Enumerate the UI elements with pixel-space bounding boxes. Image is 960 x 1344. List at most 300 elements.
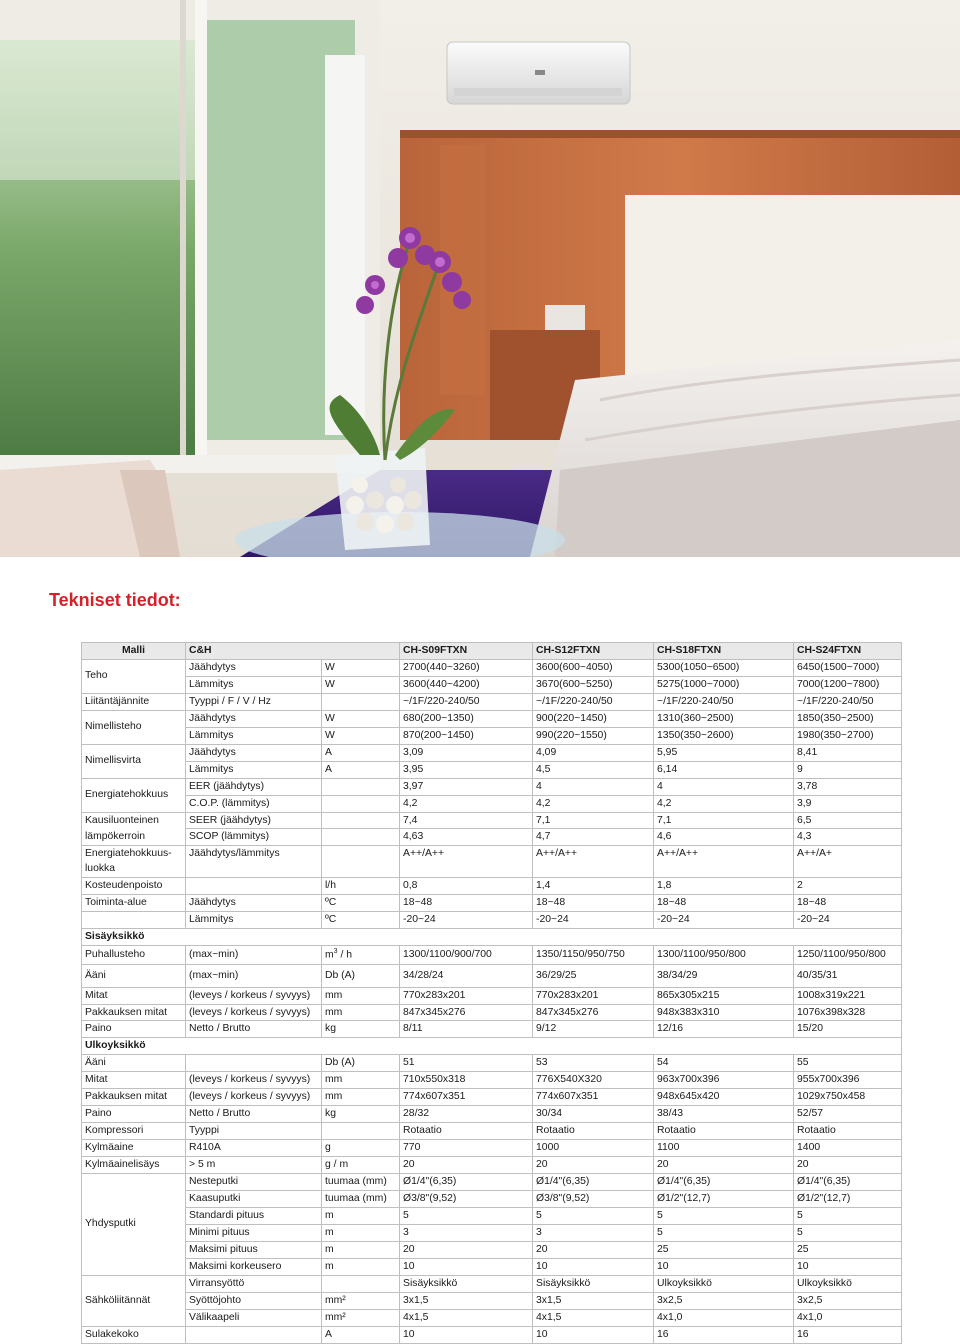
sub-label: (max~min): [186, 946, 322, 964]
value-cell: 0,8: [400, 878, 533, 895]
unit-cell: [322, 812, 400, 829]
section-title-outdoor: Ulkoyksikkö: [82, 1038, 902, 1055]
unit-cell: kg: [322, 1106, 400, 1123]
row-label: Energiatehokkuus: [82, 778, 186, 812]
row-label: [82, 846, 186, 878]
sub-label: Lämmitys: [186, 761, 322, 778]
sub-label: Standardi pituus: [186, 1207, 322, 1224]
unit-cell: mm²: [322, 1309, 400, 1326]
unit-cell: A: [322, 761, 400, 778]
unit-cell: A: [322, 1326, 400, 1343]
value-cell: A++/A++: [533, 846, 654, 878]
value-cell: A++/A++: [400, 846, 533, 878]
row-label: [82, 812, 186, 846]
table-row: [82, 895, 902, 912]
value-cell: 1850(350~2500): [794, 710, 902, 727]
unit-cell: W: [322, 676, 400, 693]
value-cell: 3x2,5: [794, 1292, 902, 1309]
value-cell: 20: [533, 1241, 654, 1258]
unit-cell: W: [322, 710, 400, 727]
value-cell: Rotaatio: [533, 1123, 654, 1140]
value-cell: 5: [794, 1207, 902, 1224]
value-cell: 3x1,5: [533, 1292, 654, 1309]
table-row: [82, 1055, 902, 1072]
sub-label: Virransyöttö: [186, 1275, 322, 1292]
value-cell: Ø1/4"(6,35): [533, 1174, 654, 1191]
value-cell: 20: [794, 1157, 902, 1174]
value-cell: 9: [794, 761, 902, 778]
value-cell: Ulkoyksikkö: [794, 1275, 902, 1292]
value-cell: 4,2: [400, 795, 533, 812]
sub-label: Netto / Brutto: [186, 1021, 322, 1038]
value-cell: 4x1,0: [654, 1309, 794, 1326]
value-cell: 20: [400, 1157, 533, 1174]
value-cell: 16: [654, 1326, 794, 1343]
sub-label: Jäähdytys: [186, 744, 322, 761]
value-cell: 7,4: [400, 812, 533, 829]
value-cell: 3,78: [794, 778, 902, 795]
value-cell: 15/20: [794, 1021, 902, 1038]
value-cell: 1076x398x328: [794, 1004, 902, 1021]
table-row: [82, 1326, 902, 1343]
value-cell: 4x1,0: [794, 1309, 902, 1326]
sub-label: Lämmitys: [186, 912, 322, 929]
value-cell: 990(220~1550): [533, 727, 654, 744]
sub-label: [186, 1055, 322, 1072]
table-row: [82, 987, 902, 1004]
value-cell: 18~48: [794, 895, 902, 912]
value-cell: Rotaatio: [400, 1123, 533, 1140]
value-cell: Ulkoyksikkö: [654, 1275, 794, 1292]
value-cell: 10: [533, 1258, 654, 1275]
value-cell: 847x345x276: [400, 1004, 533, 1021]
value-cell: ~/1F/220-240/50: [654, 693, 794, 710]
value-cell: 38/43: [654, 1106, 794, 1123]
value-cell: 5: [654, 1224, 794, 1241]
value-cell: 3600(440~4200): [400, 676, 533, 693]
value-cell: 9/12: [533, 1021, 654, 1038]
value-cell: 53: [533, 1055, 654, 1072]
value-cell: 4,7: [533, 829, 654, 846]
table-row: [82, 659, 902, 676]
section-row-outdoor: [82, 1038, 902, 1055]
row-label: Toiminta-alue: [82, 895, 186, 912]
table-row: [82, 761, 902, 778]
value-cell: 30/34: [533, 1106, 654, 1123]
table-row: [82, 676, 902, 693]
row-label: Kylmäainelisäys: [82, 1157, 186, 1174]
value-cell: 948x645x420: [654, 1089, 794, 1106]
value-cell: 8,41: [794, 744, 902, 761]
unit-cell: m: [322, 1207, 400, 1224]
value-cell: 4,6: [654, 829, 794, 846]
value-cell: Rotaatio: [794, 1123, 902, 1140]
value-cell: ~/1F/220-240/50: [533, 693, 654, 710]
section-title: Tekniset tiedot:: [49, 590, 181, 610]
sub-label: SEER (jäähdytys): [186, 812, 322, 829]
row-label: Ääni: [82, 964, 186, 987]
value-cell: 4: [654, 778, 794, 795]
sub-label: C.O.P. (lämmitys): [186, 795, 322, 812]
table-row: [82, 693, 902, 710]
sub-label: Lämmitys: [186, 727, 322, 744]
sub-label: (max~min): [186, 964, 322, 987]
unit-cell: [322, 693, 400, 710]
unit-cell: l/h: [322, 878, 400, 895]
value-cell: 770x283x201: [400, 987, 533, 1004]
value-cell: 710x550x318: [400, 1072, 533, 1089]
value-cell: 4,5: [533, 761, 654, 778]
table-row: [82, 1174, 902, 1191]
sub-label: Netto / Brutto: [186, 1106, 322, 1123]
value-cell: 54: [654, 1055, 794, 1072]
value-cell: A++/A++: [654, 846, 794, 878]
sub-label: [186, 878, 322, 895]
value-cell: Ø1/4"(6,35): [654, 1174, 794, 1191]
table-row: [82, 1140, 902, 1157]
value-cell: 5300(1050~6500): [654, 659, 794, 676]
value-cell: 1350/1150/950/750: [533, 946, 654, 964]
unit-cell: g: [322, 1140, 400, 1157]
table-row: [82, 1275, 902, 1292]
value-cell: 1,8: [654, 878, 794, 895]
value-cell: 12/16: [654, 1021, 794, 1038]
value-cell: 7,1: [533, 812, 654, 829]
value-cell: 20: [533, 1157, 654, 1174]
row-label: Kylmäaine: [82, 1140, 186, 1157]
sub-label: Tyyppi: [186, 1123, 322, 1140]
value-cell: 1029x750x458: [794, 1089, 902, 1106]
unit-cell: W: [322, 659, 400, 676]
value-cell: 870(200~1450): [400, 727, 533, 744]
row-label: Nimellisvirta: [82, 744, 186, 778]
value-cell: 18~48: [654, 895, 794, 912]
row-label: Mitat: [82, 987, 186, 1004]
unit-cell: [322, 946, 400, 964]
value-cell: 6,5: [794, 812, 902, 829]
table-row: [82, 744, 902, 761]
table-row: [82, 1004, 902, 1021]
value-cell: 3: [533, 1224, 654, 1241]
value-cell: 4x1,5: [533, 1309, 654, 1326]
table-row: [82, 710, 902, 727]
row-label: Paino: [82, 1021, 186, 1038]
sub-label: > 5 m: [186, 1157, 322, 1174]
row-label: Mitat: [82, 1072, 186, 1089]
unit-cell: mm: [322, 1072, 400, 1089]
value-cell: 5,95: [654, 744, 794, 761]
sub-label: Jäähdytys: [186, 710, 322, 727]
sub-label: Syöttöjohto: [186, 1292, 322, 1309]
sub-label: Lämmitys: [186, 676, 322, 693]
unit-cell: ºC: [322, 895, 400, 912]
value-cell: 10: [400, 1258, 533, 1275]
row-label: Kosteudenpoisto: [82, 878, 186, 895]
value-cell: 963x700x396: [654, 1072, 794, 1089]
value-cell: 1250/1100/950/800: [794, 946, 902, 964]
value-cell: 10: [794, 1258, 902, 1275]
value-cell: ~/1F/220-240/50: [794, 693, 902, 710]
value-cell: 4,63: [400, 829, 533, 846]
sub-label: (leveys / korkeus / syvyys): [186, 987, 322, 1004]
value-cell: 3600(600~4050): [533, 659, 654, 676]
unit-cell: kg: [322, 1021, 400, 1038]
value-cell: Ø3/8"(9,52): [533, 1191, 654, 1208]
row-label-line: Energiatehokkuus-: [85, 848, 172, 860]
unit-rest: / h: [337, 949, 353, 961]
value-cell: 52/57: [794, 1106, 902, 1123]
header-label: Malli: [82, 643, 186, 660]
sub-label: Jäähdytys: [186, 659, 322, 676]
unit-cell: A: [322, 744, 400, 761]
value-cell: 10: [400, 1326, 533, 1343]
unit-cell: Db (A): [322, 964, 400, 987]
value-cell: -20~24: [533, 912, 654, 929]
value-cell: 55: [794, 1055, 902, 1072]
unit-cell: m: [322, 1258, 400, 1275]
value-cell: 774x607x351: [400, 1089, 533, 1106]
sub-label: [186, 1326, 322, 1343]
value-cell: 1310(360~2500): [654, 710, 794, 727]
value-cell: 2700(440~3260): [400, 659, 533, 676]
value-cell: 3,97: [400, 778, 533, 795]
value-cell: 10: [654, 1258, 794, 1275]
value-cell: 5: [794, 1224, 902, 1241]
value-cell: 1,4: [533, 878, 654, 895]
value-cell: 18~48: [400, 895, 533, 912]
value-cell: 6450(1500~7000): [794, 659, 902, 676]
value-cell: 3: [400, 1224, 533, 1241]
sub-label: (leveys / korkeus / syvyys): [186, 1089, 322, 1106]
value-cell: 1100: [654, 1140, 794, 1157]
unit-cell: [322, 1275, 400, 1292]
unit-cell: mm: [322, 1004, 400, 1021]
value-cell: 770: [400, 1140, 533, 1157]
table-row: [82, 795, 902, 812]
model-cell: CH-S12FTXN: [533, 643, 654, 660]
value-cell: 18~48: [533, 895, 654, 912]
table-row: [82, 1241, 902, 1258]
model-cell: CH-S18FTXN: [654, 643, 794, 660]
table-row: [82, 1106, 902, 1123]
value-cell: 3x1,5: [400, 1292, 533, 1309]
table-row: [82, 1123, 902, 1140]
value-cell: 36/29/25: [533, 964, 654, 987]
spec-table: [81, 642, 902, 1344]
row-label: Sähköliitännät: [82, 1275, 186, 1326]
row-label-line: Kausiluonteinen: [85, 814, 159, 826]
value-cell: Sisäyksikkö: [400, 1275, 533, 1292]
value-cell: 4,2: [533, 795, 654, 812]
value-cell: Ø1/2"(12,7): [794, 1191, 902, 1208]
value-cell: 7000(1200~7800): [794, 676, 902, 693]
unit-cell: mm²: [322, 1292, 400, 1309]
table-row: [82, 778, 902, 795]
unit-cell: m: [322, 1241, 400, 1258]
value-cell: Ø1/2"(12,7): [654, 1191, 794, 1208]
model-cell: CH-S09FTXN: [400, 643, 533, 660]
table-row: [82, 946, 902, 964]
value-cell: 680(200~1350): [400, 710, 533, 727]
unit-sup: 3: [333, 948, 338, 956]
model-cell: CH-S24FTXN: [794, 643, 902, 660]
value-cell: 776X540X320: [533, 1072, 654, 1089]
unit-cell: mm: [322, 987, 400, 1004]
value-cell: 3,95: [400, 761, 533, 778]
row-label: Nimellisteho: [82, 710, 186, 744]
value-cell: 34/28/24: [400, 964, 533, 987]
sub-label: Jäähdytys/lämmitys: [186, 846, 322, 878]
value-cell: 3,9: [794, 795, 902, 812]
row-label: Yhdysputki: [82, 1174, 186, 1276]
value-cell: Ø3/8"(9,52): [400, 1191, 533, 1208]
unit-base: m: [325, 949, 334, 961]
value-cell: 40/35/31: [794, 964, 902, 987]
value-cell: 8/11: [400, 1021, 533, 1038]
value-cell: 6,14: [654, 761, 794, 778]
table-row: [82, 878, 902, 895]
value-cell: 25: [794, 1241, 902, 1258]
unit-cell: g / m: [322, 1157, 400, 1174]
value-cell: 16: [794, 1326, 902, 1343]
sub-label: Kaasuputki: [186, 1191, 322, 1208]
value-cell: 1000: [533, 1140, 654, 1157]
value-cell: 948x383x310: [654, 1004, 794, 1021]
table-row: [82, 1258, 902, 1275]
table-row: [82, 1309, 902, 1326]
value-cell: 4: [533, 778, 654, 795]
value-cell: Ø1/4"(6,35): [400, 1174, 533, 1191]
value-cell: 7,1: [654, 812, 794, 829]
value-cell: 4x1,5: [400, 1309, 533, 1326]
row-label: Liitäntäjännite: [82, 693, 186, 710]
table-row: [82, 912, 902, 929]
value-cell: 3x2,5: [654, 1292, 794, 1309]
sub-label: Jäähdytys: [186, 895, 322, 912]
value-cell: 770x283x201: [533, 987, 654, 1004]
value-cell: 28/32: [400, 1106, 533, 1123]
row-label-line: luokka: [85, 863, 116, 875]
unit-cell: [322, 846, 400, 878]
value-cell: 5: [533, 1207, 654, 1224]
unit-cell: [322, 795, 400, 812]
row-label: Kompressori: [82, 1123, 186, 1140]
header-row: [82, 643, 902, 660]
table-row: [82, 1021, 902, 1038]
row-label: Ääni: [82, 1055, 186, 1072]
unit-cell: m: [322, 1224, 400, 1241]
value-cell: 38/34/29: [654, 964, 794, 987]
sub-label: (leveys / korkeus / syvyys): [186, 1072, 322, 1089]
value-cell: -20~24: [400, 912, 533, 929]
table-row: [82, 846, 902, 878]
unit-cell: mm: [322, 1089, 400, 1106]
unit-cell: [322, 1123, 400, 1140]
value-cell: Sisäyksikkö: [533, 1275, 654, 1292]
unit-cell: tuumaa (mm): [322, 1191, 400, 1208]
brand-cell: C&H: [186, 643, 400, 660]
sub-label: (leveys / korkeus / syvyys): [186, 1004, 322, 1021]
value-cell: 5275(1000~7000): [654, 676, 794, 693]
sub-label: Maksimi pituus: [186, 1241, 322, 1258]
table-row: [82, 1224, 902, 1241]
sub-label: Maksimi korkeusero: [186, 1258, 322, 1275]
value-cell: Ø1/4"(6,35): [794, 1174, 902, 1191]
section-title-indoor: Sisäyksikkö: [82, 929, 902, 946]
sub-label: EER (jäähdytys): [186, 778, 322, 795]
row-label: Pakkauksen mitat: [82, 1089, 186, 1106]
value-cell: 3670(600~5250): [533, 676, 654, 693]
sub-label: Tyyppi / F / V / Hz: [186, 693, 322, 710]
section-row-indoor: [82, 929, 902, 946]
value-cell: 1980(350~2700): [794, 727, 902, 744]
bedroom-photo: [0, 0, 960, 557]
table-row: [82, 1157, 902, 1174]
value-cell: -20~24: [654, 912, 794, 929]
sub-label: R410A: [186, 1140, 322, 1157]
table-row: [82, 1072, 902, 1089]
value-cell: 1350(350~2600): [654, 727, 794, 744]
sub-label: Nesteputki: [186, 1174, 322, 1191]
unit-cell: W: [322, 727, 400, 744]
value-cell: 1300/1100/900/700: [400, 946, 533, 964]
value-cell: -20~24: [794, 912, 902, 929]
table-row: [82, 1207, 902, 1224]
value-cell: 847x345x276: [533, 1004, 654, 1021]
value-cell: 3,09: [400, 744, 533, 761]
sub-label: Minimi pituus: [186, 1224, 322, 1241]
value-cell: 5: [400, 1207, 533, 1224]
row-label-empty: [82, 912, 186, 929]
unit-cell: [322, 778, 400, 795]
value-cell: 1400: [794, 1140, 902, 1157]
value-cell: 774x607x351: [533, 1089, 654, 1106]
value-cell: 1300/1100/950/800: [654, 946, 794, 964]
sub-label: Välikaapeli: [186, 1309, 322, 1326]
table-row: [82, 964, 902, 987]
value-cell: 20: [654, 1157, 794, 1174]
value-cell: 2: [794, 878, 902, 895]
table-row: [82, 829, 902, 846]
value-cell: 955x700x396: [794, 1072, 902, 1089]
unit-cell: tuumaa (mm): [322, 1174, 400, 1191]
value-cell: 1008x319x221: [794, 987, 902, 1004]
table-row: [82, 727, 902, 744]
table-row: [82, 1191, 902, 1208]
value-cell: 20: [400, 1241, 533, 1258]
value-cell: 4,09: [533, 744, 654, 761]
row-label: Pakkauksen mitat: [82, 1004, 186, 1021]
value-cell: A++/A+: [794, 846, 902, 878]
value-cell: 865x305x215: [654, 987, 794, 1004]
row-label-line: lämpökerroin: [85, 831, 146, 843]
table-row: [82, 812, 902, 829]
unit-cell: Db (A): [322, 1055, 400, 1072]
table-row: [82, 1089, 902, 1106]
row-label: Puhallusteho: [82, 946, 186, 964]
unit-cell: ºC: [322, 912, 400, 929]
value-cell: 10: [533, 1326, 654, 1343]
value-cell: Rotaatio: [654, 1123, 794, 1140]
value-cell: 51: [400, 1055, 533, 1072]
value-cell: 4,3: [794, 829, 902, 846]
row-label: Teho: [82, 659, 186, 693]
row-label: Sulakekoko: [82, 1326, 186, 1343]
value-cell: 25: [654, 1241, 794, 1258]
unit-cell: [322, 829, 400, 846]
value-cell: 5: [654, 1207, 794, 1224]
value-cell: ~/1F/220-240/50: [400, 693, 533, 710]
